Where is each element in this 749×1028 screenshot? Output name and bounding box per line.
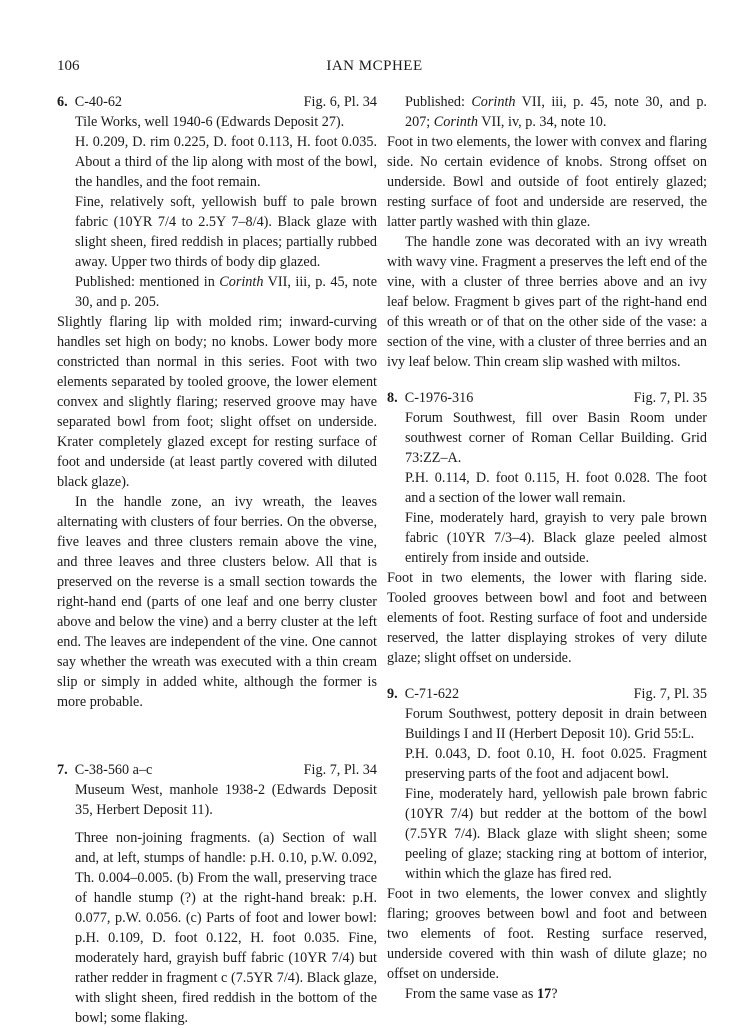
figure-ref: Fig. 7, Pl. 35 (633, 390, 707, 406)
entry-9-fabric: Fine, moderately hard, yellowish pale brown fabric (10YR 7/4) but redder at the bottom of the bowl (7.5YR 7/4). Black glaze with slight sheen; some peeling of glaze; stacking ring at bottom of interior, within which the glaze has fired red. (405, 786, 707, 882)
entry-8-findspot: Forum Southwest, fill over Basin Room under southwest corner of Roman Cellar Building. Grid 73:ZZ–A. (405, 410, 707, 466)
entry-8-description: Foot in two elements, the lower with flaring side. Tooled grooves between bowl and foot and between elements of foot. Resting surface of foot and underside reserved, the latter displaying strokes of very dilute glaze; slight offset on underside. (387, 570, 707, 666)
entry-6-fabric: Fine, relatively soft, yellowish buff to pale brown fabric (10YR 7/4 to 2.5Y 7–8/4). Black glaze with slight sheen, fired reddish in places; partially rubbed away. Upper two thirds of body dip glazed. (75, 194, 377, 270)
entry-number: 7. (57, 762, 68, 778)
entry-number: 8. (387, 390, 398, 406)
entry-7-description: Foot in two elements, the lower with convex and flaring side. No certain evidence of knobs. Strong offset on underside. Bowl and outside of foot entirely glazed; resting surface of foot and underside are reserved, the latter partly washed with thin glaze. (387, 134, 707, 230)
entry-number: 6. (57, 94, 68, 110)
entry-8-fabric: Fine, moderately hard, grayish to very pale brown fabric (10YR 7/3–4). Black glaze peeled almost entirely from inside and outside. (405, 510, 707, 566)
entry-6-decoration: In the handle zone, an ivy wreath, the leaves alternating with clusters of four berries. On the obverse, five leaves and three clusters remain above the vine, and three leaves and three clusters below. All that is preserved on the reverse is a small section towards the right-hand end (parts of one leaf and one berry cluster above and below the vine) and a berry cluster at the left end. The leaves are independent of the vine. One cannot say whether the wreath was executed with a thin cream slip or simply in added white, although the former is more probable. (57, 494, 377, 710)
entry-6-published: Published: mentioned in Corinth VII, iii, p. 45, note 30, and p. 205. (75, 274, 377, 310)
entry-number: 9. (387, 686, 398, 702)
running-head-author: IAN MCPHEE (326, 58, 423, 74)
entry-7-published: Published: Corinth VII, iii, p. 45, note 30, and p. 207; Corinth VII, iv, p. 34, note 10. (405, 94, 707, 130)
catalog-id: C-38-560 a–c (74, 762, 153, 778)
figure-ref: Fig. 6, Pl. 34 (303, 94, 377, 110)
figure-ref: Fig. 7, Pl. 34 (303, 762, 377, 778)
entry-7-heading (57, 760, 377, 780)
entry-6-findspot: Tile Works, well 1940-6 (Edwards Deposit 27). (75, 114, 345, 130)
catalog-id: C-1976-316 (404, 390, 474, 406)
left-column (57, 92, 377, 1028)
entry-8-heading (387, 388, 707, 408)
entry-9-findspot: Forum Southwest, pottery deposit in drain between Buildings I and II (Herbert Deposit 10). Grid 55:L. (405, 706, 707, 742)
entry-9-description: Foot in two elements, the lower convex and slightly flaring; grooves between bowl and foot and between two elements of foot. Resting surface reserved, underside covered with thin wash of dilute glaze; no offset on underside. (387, 886, 707, 982)
entry-8-dimensions: P.H. 0.114, D. foot 0.115, H. foot 0.028. The foot and a section of the lower wall remain. (405, 470, 707, 506)
entry-9-same-vase: From the same vase as 17? (405, 986, 558, 1002)
entry-6-description: Slightly flaring lip with molded rim; inward-curving handles set high on body; no knobs. Lower body more constricted than normal in this series. Foot with two elements separated by tooled groove, the lower element convex and slightly flaring; reserved groove may have separated bowl from foot; slight offset on underside. Krater completely glazed except for resting surface of foot and underside (at least partly covered with diluted black glaze). (57, 314, 377, 490)
right-column (387, 92, 707, 1004)
figure-ref: Fig. 7, Pl. 35 (633, 686, 707, 702)
entry-9-dimensions: P.H. 0.043, D. foot 0.10, H. foot 0.025. Fragment preserving parts of the foot and adjacent bowl. (405, 746, 707, 782)
entry-7-decoration: The handle zone was decorated with an ivy wreath with wavy vine. Fragment a preserves the left end of the vine, with a cluster of three berries above and an ivy leaf below. Fragment b gives part of the right-hand end of this wreath or of that on the other side of the vase: a section of the vine, with a cluster of three berries and an ivy leaf below. Thin cream slip washed with miltos. (387, 234, 707, 370)
entry-9-heading (387, 684, 707, 704)
entry-7-findspot: Museum West, manhole 1938-2 (Edwards Deposit 35, Herbert Deposit 11). (75, 782, 377, 818)
catalog-id: C-40-62 (74, 94, 123, 110)
entry-7-fragments: Three non-joining fragments. (a) Section of wall and, at left, stumps of handle: p.H. 0.10, p.W. 0.092, Th. 0.004–0.005. (b) From the wall, preserving trace of handle stump (?) at the right-hand break: p.H. 0.077, p.W. 0.056. (c) Parts of foot and lower bowl: p.H. 0.109, D. foot 0.122, H. foot 0.035. Fine, moderately hard, grayish buff fabric (10YR 7/4) but rather redder in fragment c (7.5YR 7/4). Black glaze, with slight sheen, fired reddish in the bottom of the bowl; some flaking. (75, 830, 377, 1026)
entry-6-heading (57, 92, 377, 112)
page-number: 106 (57, 58, 80, 74)
entry-6-dimensions: H. 0.209, D. rim 0.225, D. foot 0.113, H. foot 0.035. About a third of the lip along with most of the bowl, the handles, and the foot remain. (75, 134, 377, 190)
catalog-id: C-71-622 (404, 686, 460, 702)
